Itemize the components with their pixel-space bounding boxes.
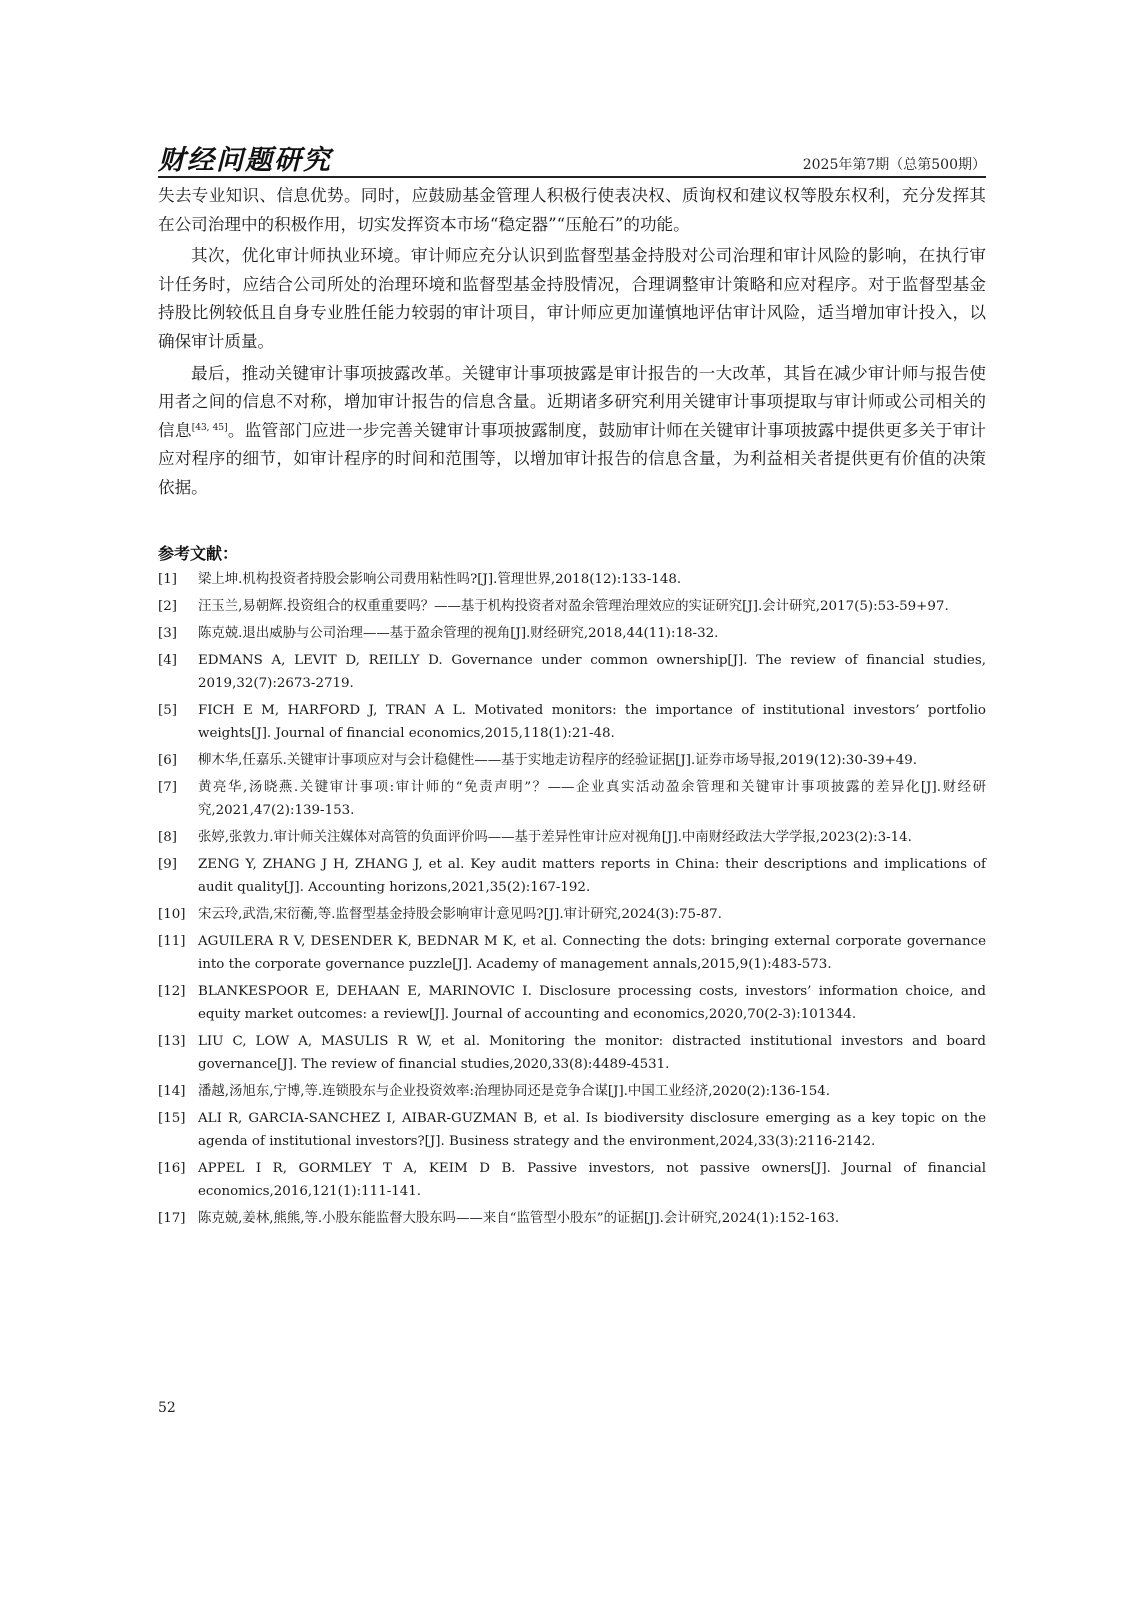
issue-info: 2025年第7期（总第500期） xyxy=(802,157,986,173)
body-text xyxy=(158,182,986,503)
reference-item xyxy=(158,649,986,695)
references-heading: 参考文献： xyxy=(158,544,239,563)
reference-item xyxy=(158,749,986,772)
reference-number: [16] xyxy=(158,1161,186,1176)
paragraph-3 xyxy=(158,360,986,503)
reference-text: 黄亮华,汤晓燕.关键审计事项:审计师的“免责声明”？——企业真实活动盈余管理和关键审计事项披露的差异化[J].财经研究,2021,47(2):139-153. xyxy=(198,780,986,818)
reference-text: APPEL I R, GORMLEY T A, KEIM D B. Passive investors, not passive owners[J]. Journal of financial economics,2016,121(1):111-141. xyxy=(198,1161,986,1199)
paragraph-2: 其次，优化审计师执业环境。审计师应充分认识到监督型基金持股对公司治理和审计风险的影响，在执行审计任务时，应结合公司所处的治理环境和监督型基金持股情况，合理调整审计策略和应对程序。对于监督型基金持股比例较低且自身专业胜任能力较弱的审计项目，审计师应更加谨慎地评估审计风险，适当增加审计投入，以确保审计质量。 xyxy=(158,246,986,351)
reference-text: AGUILERA R V, DESENDER K, BEDNAR M K, et al. Connecting the dots: bringing external corporate governance into the corporate governance puzzle[J]. Academy of management annals,2015,9(1):483-573. xyxy=(198,934,986,972)
reference-text: 柳木华,任嘉乐.关键审计事项应对与会计稳健性——基于实地走访程序的经验证据[J].证券市场导报,2019(12):30-39+49. xyxy=(198,753,918,768)
reference-text: EDMANS A, LEVIT D, REILLY D. Governance under common ownership[J]. The review of financial studies, 2019,32(7):2673-2719. xyxy=(198,653,986,691)
reference-number: [7] xyxy=(158,780,177,795)
reference-item xyxy=(158,595,986,618)
reference-item xyxy=(158,903,986,926)
reference-number: [12] xyxy=(158,984,186,999)
header-divider xyxy=(158,176,986,178)
reference-text: 潘越,汤旭东,宁博,等.连锁股东与企业投资效率:治理协同还是竞争合谋[J].中国工业经济,2020(2):136-154. xyxy=(198,1084,830,1099)
reference-item xyxy=(158,826,986,849)
reference-item xyxy=(158,776,986,822)
reference-item xyxy=(158,1030,986,1076)
reference-text: 宋云玲,武浩,宋衍蘅,等.监督型基金持股会影响审计意见吗?[J].审计研究,2024(3):75-87. xyxy=(198,907,722,922)
reference-number: [9] xyxy=(158,857,177,872)
reference-number: [8] xyxy=(158,830,177,845)
reference-number: [15] xyxy=(158,1111,186,1126)
page-header xyxy=(158,138,986,178)
reference-item xyxy=(158,1080,986,1103)
reference-number: [3] xyxy=(158,626,177,641)
paragraph-1: 失去专业知识、信息优势。同时，应鼓励基金管理人积极行使表决权、质询权和建议权等股东权利，充分发挥其在公司治理中的积极作用，切实发挥资本市场“稳定器”“压舱石”的功能。 xyxy=(158,186,986,234)
reference-text: 陈克兢.退出威胁与公司治理——基于盈余管理的视角[J].财经研究,2018,44(11):18-32. xyxy=(198,626,719,641)
paragraph-3-text-a: 最后，推动关键审计事项披露改革。关键审计事项披露是审计报告的一大改革，其旨在减少审计师与报告使用者之间的信息不对称，增加审计报告的信息含量。近期诸多研究利用关键审计事项提取与审计师或公司相关的信息 xyxy=(158,363,986,440)
reference-number: [14] xyxy=(158,1084,186,1099)
reference-item xyxy=(158,1107,986,1153)
paragraph-3-text-b: 。监管部门应进一步完善关键审计事项披露制度，鼓励审计师在关键审计事项披露中提供更多关于审计应对程序的细节，如审计程序的时间和范围等，以增加审计报告的信息含量，为利益相关者提供更有价值的决策依据。 xyxy=(158,420,987,497)
reference-item xyxy=(158,699,986,745)
reference-number: [2] xyxy=(158,599,177,614)
reference-text: ZENG Y, ZHANG J H, ZHANG J, et al. Key audit matters reports in China: their descriptions and implications of audit quality[J]. Accounting horizons,2021,35(2):167-192. xyxy=(198,857,986,895)
reference-number: [5] xyxy=(158,703,177,718)
reference-text: 张婷,张敦力.审计师关注媒体对高管的负面评价吗——基于差异性审计应对视角[J].中南财经政法大学学报,2023(2):3-14. xyxy=(198,830,912,845)
reference-text: BLANKESPOOR E, DEHAAN E, MARINOVIC I. Disclosure processing costs, investors’ information choice, and equity market outcomes: a review[J]. Journal of accounting and economics,2020,70(2-3):101344. xyxy=(198,984,986,1022)
reference-number: [6] xyxy=(158,753,177,768)
references-list xyxy=(158,568,986,1234)
reference-number: [1] xyxy=(158,572,177,587)
reference-number: [13] xyxy=(158,1034,186,1049)
page-number: 52 xyxy=(158,1400,176,1416)
reference-item xyxy=(158,1157,986,1203)
reference-number: [17] xyxy=(158,1211,186,1226)
reference-text: 汪玉兰,易朝辉.投资组合的权重重要吗？——基于机构投资者对盈余管理治理效应的实证研究[J].会计研究,2017(5):53-59+97. xyxy=(198,599,949,614)
reference-number: [4] xyxy=(158,653,177,668)
reference-text: LIU C, LOW A, MASULIS R W, et al. Monitoring the monitor: distracted institutional investors and board governance[J]. The review of financial studies,2020,33(8):4489-4531. xyxy=(198,1034,986,1072)
citation-marker: [43, 45] xyxy=(191,422,228,433)
reference-text: 梁上坤.机构投资者持股会影响公司费用粘性吗?[J].管理世界,2018(12):133-148. xyxy=(198,572,682,587)
reference-number: [10] xyxy=(158,907,186,922)
reference-number: [11] xyxy=(158,934,186,949)
reference-item xyxy=(158,622,986,645)
reference-text: ALI R, GARCIA-SANCHEZ I, AIBAR-GUZMAN B, et al. Is biodiversity disclosure emerging as a key topic on the agenda of institutional investors?[J]. Business strategy and the environment,2024,33(3):2116-2142. xyxy=(198,1111,986,1149)
reference-item xyxy=(158,930,986,976)
journal-title: 财经问题研究 xyxy=(158,145,332,176)
reference-item xyxy=(158,853,986,899)
reference-item xyxy=(158,980,986,1026)
reference-text: FICH E M, HARFORD J, TRAN A L. Motivated monitors: the importance of institutional investors’ portfolio weights[J]. Journal of financial economics,2015,118(1):21-48. xyxy=(198,703,986,741)
reference-item xyxy=(158,568,986,591)
reference-item xyxy=(158,1207,986,1230)
reference-text: 陈克兢,姜林,熊熊,等.小股东能监督大股东吗——来自“监管型小股东”的证据[J].会计研究,2024(1):152-163. xyxy=(198,1211,840,1226)
